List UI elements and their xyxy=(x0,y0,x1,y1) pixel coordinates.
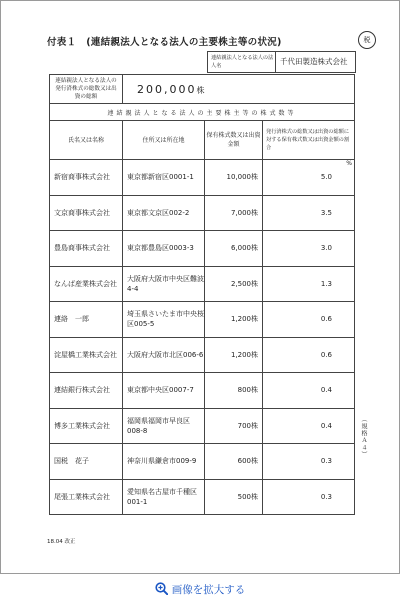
summary-label: 連結親法人となる法人の発行済株式の総数又は出資の総額 xyxy=(50,75,123,104)
header-ratio-cell xyxy=(263,121,355,167)
shareholder-name: 尾張工業株式会社 xyxy=(50,479,123,515)
table-row xyxy=(50,195,355,231)
table-row xyxy=(50,160,355,196)
header-address: 住所又は所在地 xyxy=(123,121,205,160)
summary-unit: 株 xyxy=(196,85,205,95)
shareholder-shares: 800株 xyxy=(205,373,263,409)
shareholder-shares: 1,200株 xyxy=(205,302,263,338)
shareholder-ratio: 3.0 xyxy=(263,231,355,267)
shareholder-shares: 700株 xyxy=(205,408,263,444)
ratio-unit: % xyxy=(346,160,352,167)
table-row xyxy=(50,479,355,515)
summary-value-cell xyxy=(123,75,355,104)
corporation-name-box xyxy=(207,51,356,73)
shareholder-address: 愛知県名古屋市千種区001-1 xyxy=(123,479,205,515)
enlarge-image-label: 画像を拡大する xyxy=(171,584,246,596)
shareholder-shares: 6,000株 xyxy=(205,231,263,267)
table-row xyxy=(50,302,355,338)
tax-badge: 税 xyxy=(358,31,376,49)
shareholder-ratio: 0.6 xyxy=(263,337,355,373)
shareholder-address: 東京都中央区0007-7 xyxy=(123,373,205,409)
corporation-name-value: 千代田製造株式会社 xyxy=(280,57,348,66)
table-row xyxy=(50,408,355,444)
shareholder-name: 連結銀行株式会社 xyxy=(50,373,123,409)
document-title: 付表１ (連結親法人となる法人の主要株主等の状況) xyxy=(47,37,282,48)
shareholder-ratio: 1.3 xyxy=(263,266,355,302)
shareholder-name: 淀屋橋工業株式会社 xyxy=(50,337,123,373)
table-row xyxy=(50,373,355,409)
shareholder-name: 豊島商事株式会社 xyxy=(50,231,123,267)
shareholder-name: 文京商事株式会社 xyxy=(50,195,123,231)
shareholder-shares: 500株 xyxy=(205,479,263,515)
shareholder-address: 福岡県福岡市早良区008-8 xyxy=(123,408,205,444)
header-ratio: 発行済株式の総数又は出資の総額に対する保有株式数又は出資金額の割合 xyxy=(266,129,350,151)
shareholder-address: 東京都新宿区0001-1 xyxy=(123,160,205,196)
shareholder-address: 大阪府大阪市北区006-6 xyxy=(123,337,205,373)
shareholder-ratio: 5.0 xyxy=(263,160,355,196)
shareholder-address: 埼玉県さいたま市中央桜区005-5 xyxy=(123,302,205,338)
table-row xyxy=(50,266,355,302)
shareholder-shares: 7,000株 xyxy=(205,195,263,231)
table-row xyxy=(50,231,355,267)
section-header: 連結親法人となる法人の主要株主等の株式数等 xyxy=(50,104,355,121)
shareholder-address: 東京都文京区002-2 xyxy=(123,195,205,231)
shareholder-address: 神奈川県鎌倉市009-9 xyxy=(123,444,205,480)
zoom-in-icon xyxy=(155,582,168,598)
shareholder-shares: 600株 xyxy=(205,444,263,480)
shareholder-table xyxy=(49,74,355,515)
shareholder-address: 大阪府大阪市中央区難波4-4 xyxy=(123,266,205,302)
shareholder-name: なんば産業株式会社 xyxy=(50,266,123,302)
shareholder-ratio: 3.5 xyxy=(263,195,355,231)
shareholder-name: 国税 花子 xyxy=(50,444,123,480)
column-header-row xyxy=(50,121,355,160)
corporation-name-label: 連結親法人となる法人の法人名 xyxy=(208,52,276,72)
paper-size-note: （規格Ａ４） xyxy=(360,416,367,458)
summary-row xyxy=(50,75,355,104)
summary-value: 200,000 xyxy=(137,82,197,96)
enlarge-image-link[interactable] xyxy=(0,582,400,598)
shareholder-ratio: 0.6 xyxy=(263,302,355,338)
shareholder-ratio: 0.3 xyxy=(263,444,355,480)
shareholder-ratio: 0.3 xyxy=(263,479,355,515)
shareholder-shares: 10,000株 xyxy=(205,160,263,196)
shareholder-ratio: 0.4 xyxy=(263,408,355,444)
shareholder-address: 東京都豊島区0003-3 xyxy=(123,231,205,267)
revision-note: 18.04 改正 xyxy=(47,539,76,545)
header-name: 氏名又は名称 xyxy=(50,121,123,160)
shareholder-shares: 2,500株 xyxy=(205,266,263,302)
header-shares: 保有株式数又は出資金額 xyxy=(205,121,263,160)
shareholder-name: 博多工業株式会社 xyxy=(50,408,123,444)
shareholder-name: 連絡 一郎 xyxy=(50,302,123,338)
table-row xyxy=(50,444,355,480)
table-row xyxy=(50,337,355,373)
shareholder-shares: 1,200株 xyxy=(205,337,263,373)
shareholder-name: 新宿商事株式会社 xyxy=(50,160,123,196)
shareholder-ratio: 0.4 xyxy=(263,373,355,409)
